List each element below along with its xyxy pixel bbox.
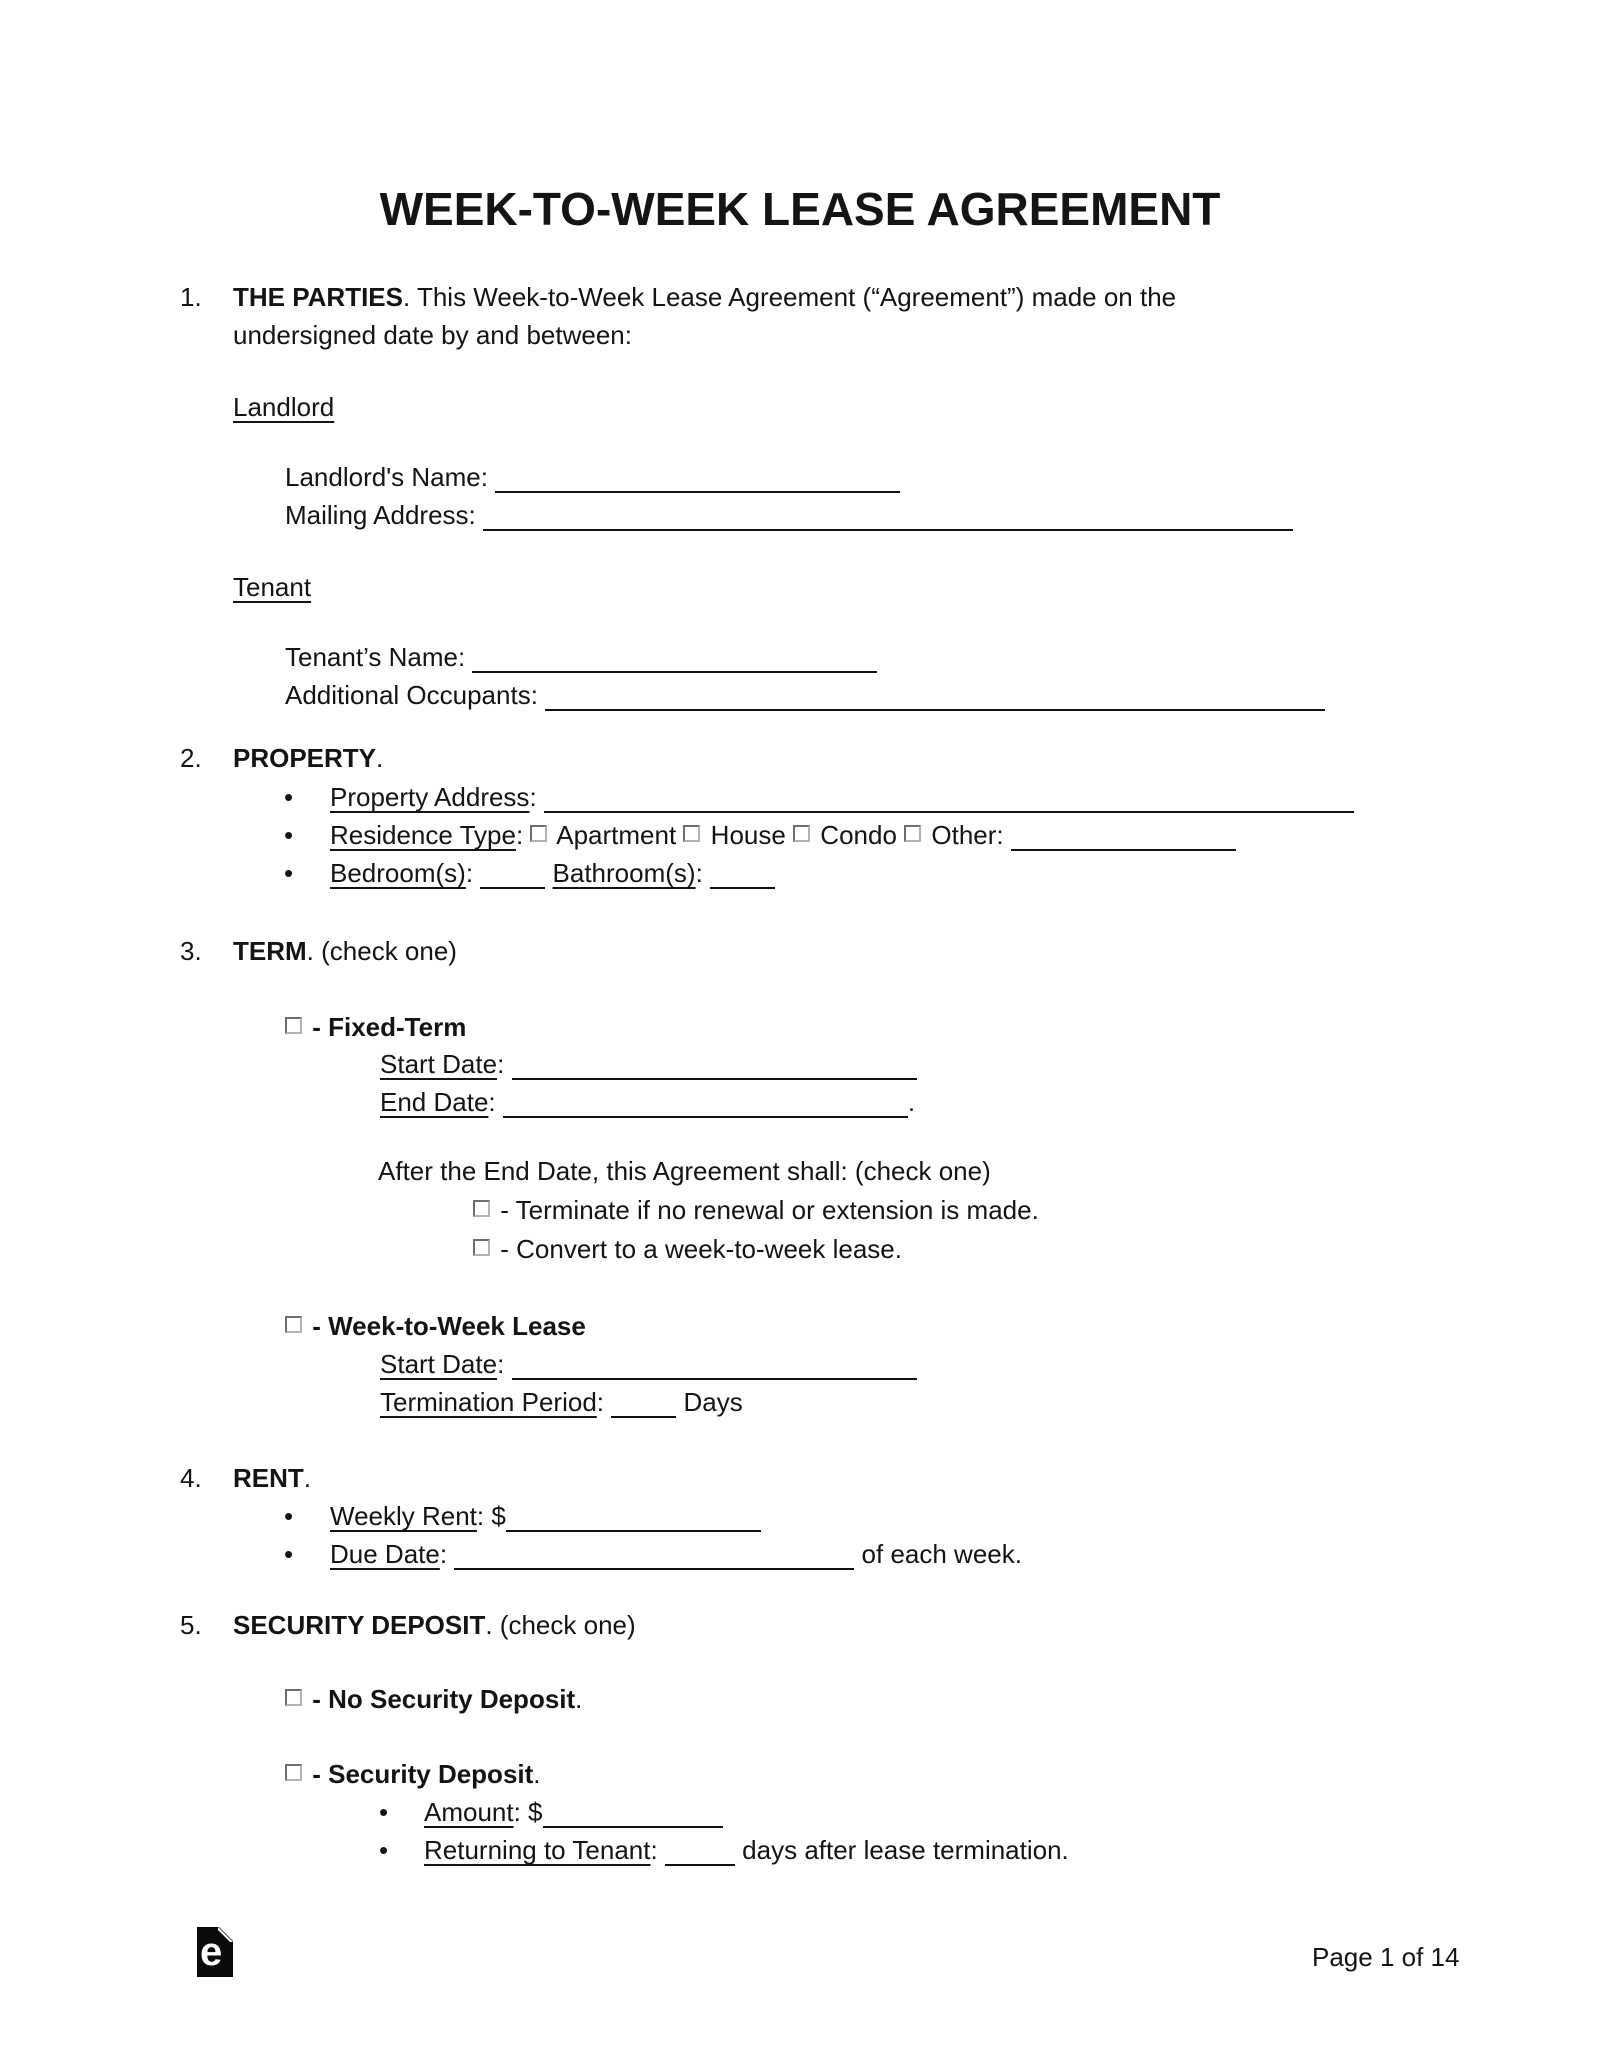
- checkbox-week-to-week[interactable]: [285, 1316, 302, 1333]
- bedroom-bathroom-line: [284, 858, 775, 889]
- other-blank[interactable]: [1011, 849, 1236, 851]
- amount-blank[interactable]: [543, 1826, 723, 1828]
- returning-to-tenant-colon: :: [650, 1835, 658, 1865]
- bullet-icon: •: [284, 1539, 294, 1569]
- section-4-heading: RENT: [233, 1463, 304, 1493]
- property-address-label: Property Address: [330, 782, 530, 812]
- other-label: Other:: [931, 820, 1004, 850]
- days-label: Days: [683, 1387, 743, 1417]
- convert-option-line: [473, 1234, 902, 1264]
- tenant-name-label: Tenant’s Name:: [285, 642, 466, 672]
- landlord-heading: Landlord: [233, 392, 335, 422]
- tenant-heading: Tenant: [233, 572, 312, 602]
- section-1-heading: THE PARTIES: [233, 282, 403, 312]
- apartment-label: Apartment: [556, 820, 677, 850]
- fixed-end-date-line: [380, 1087, 915, 1118]
- amount-label: Amount: [424, 1797, 514, 1827]
- returning-to-tenant-suffix: days after lease termination.: [742, 1835, 1069, 1865]
- weekly-rent-prefix: : $: [476, 1501, 506, 1531]
- checkbox-house[interactable]: [683, 825, 700, 842]
- checkbox-condo[interactable]: [793, 825, 810, 842]
- tenant-heading-line: [233, 572, 311, 602]
- bedrooms-colon: :: [465, 858, 474, 888]
- returning-to-tenant-label: Returning to Tenant: [424, 1835, 651, 1865]
- termination-period-line: [380, 1387, 743, 1418]
- document-title: WEEK-TO-WEEK LEASE AGREEMENT: [379, 183, 1221, 235]
- due-date-colon: :: [439, 1539, 448, 1569]
- bedrooms-label: Bedroom(s): [330, 858, 466, 888]
- section-5-heading: SECURITY DEPOSIT: [233, 1610, 486, 1640]
- terminate-option-line: [473, 1195, 1039, 1225]
- section-3-suffix: . (check one): [306, 936, 457, 966]
- landlord-name-line: [285, 462, 900, 493]
- section-4-number: 4.: [180, 1463, 202, 1493]
- additional-occupants-label: Additional Occupants:: [285, 680, 538, 710]
- weekly-rent-label: Weekly Rent: [330, 1501, 477, 1531]
- landlord-name-label: Landlord's Name:: [285, 462, 488, 492]
- property-address-line: [284, 782, 1354, 813]
- weekly-rent-line: [284, 1501, 761, 1532]
- termination-period-label: Termination Period: [380, 1387, 597, 1417]
- bullet-icon: •: [284, 782, 294, 812]
- section-3-term-heading-line: [180, 936, 457, 966]
- security-deposit-period: .: [533, 1759, 541, 1789]
- checkbox-no-security-deposit[interactable]: [285, 1689, 302, 1706]
- section-1-intro-2: undersigned date by and between:: [233, 320, 632, 350]
- residence-type-line: [284, 820, 1236, 851]
- additional-occupants-line: [285, 680, 1325, 711]
- additional-occupants-blank[interactable]: [545, 709, 1325, 711]
- section-2-property-heading-line: [180, 743, 383, 773]
- returning-to-tenant-line: [379, 1835, 1069, 1866]
- landlord-name-blank[interactable]: [495, 491, 900, 493]
- end-date-label: End Date: [380, 1087, 489, 1117]
- after-end-date-line: [378, 1156, 991, 1186]
- residence-type-colon: :: [515, 820, 524, 850]
- checkbox-terminate[interactable]: [473, 1200, 490, 1217]
- termination-period-colon: :: [596, 1387, 605, 1417]
- section-4-rent-heading-line: [180, 1463, 311, 1493]
- wtw-start-date-line: [380, 1349, 917, 1380]
- section-1-parties-line-2: [233, 320, 632, 350]
- bullet-icon: •: [379, 1797, 389, 1827]
- section-1-number: 1.: [180, 282, 202, 312]
- checkbox-apartment[interactable]: [530, 825, 547, 842]
- fixed-end-date-blank[interactable]: [503, 1116, 908, 1118]
- section-5-security-heading-line: [180, 1610, 636, 1640]
- weekly-rent-blank[interactable]: [506, 1530, 761, 1532]
- amount-line: [379, 1797, 723, 1828]
- checkbox-fixed-term[interactable]: [285, 1017, 302, 1034]
- week-to-week-label: - Week-to-Week Lease: [312, 1311, 586, 1341]
- checkbox-convert[interactable]: [473, 1239, 490, 1256]
- section-5-suffix: . (check one): [485, 1610, 636, 1640]
- fixed-term-label: - Fixed-Term: [312, 1012, 467, 1042]
- security-deposit-line: [285, 1759, 541, 1789]
- no-security-deposit-label: - No Security Deposit: [312, 1684, 576, 1714]
- no-security-deposit-period: .: [575, 1684, 583, 1714]
- eforms-logo-letter: e: [200, 1930, 223, 1974]
- section-1-parties-line-1: [180, 282, 1176, 312]
- residence-type-label: Residence Type: [330, 820, 516, 850]
- property-address-blank[interactable]: [544, 811, 1354, 813]
- checkbox-security-deposit[interactable]: [285, 1764, 302, 1781]
- end-date-colon: :: [488, 1087, 496, 1117]
- security-deposit-label: - Security Deposit: [312, 1759, 534, 1789]
- after-end-date-text: After the End Date, this Agreement shall: (check one): [378, 1156, 991, 1186]
- page-number: Page 1 of 14: [1312, 1942, 1460, 1972]
- section-3-heading: TERM: [233, 936, 307, 966]
- bullet-icon: •: [284, 820, 294, 850]
- fixed-start-date-blank[interactable]: [512, 1078, 917, 1080]
- start-date-colon: :: [497, 1049, 505, 1079]
- section-3-number: 3.: [180, 936, 202, 966]
- condo-label: Condo: [820, 820, 897, 850]
- bullet-icon: •: [284, 858, 294, 888]
- mailing-address-blank[interactable]: [483, 529, 1293, 531]
- amount-prefix: : $: [513, 1797, 543, 1827]
- checkbox-other[interactable]: [904, 825, 921, 842]
- section-4-period: .: [303, 1463, 312, 1493]
- section-2-heading: PROPERTY: [233, 743, 377, 773]
- property-address-colon: :: [529, 782, 537, 812]
- due-date-line: [284, 1539, 1022, 1570]
- start-date-label: Start Date: [380, 1049, 498, 1079]
- wtw-start-date-blank[interactable]: [512, 1378, 917, 1380]
- section-2-period: .: [376, 743, 384, 773]
- bathrooms-blank[interactable]: [710, 887, 775, 889]
- bedrooms-blank[interactable]: [480, 887, 545, 889]
- bathrooms-colon: :: [695, 858, 703, 888]
- week-to-week-option-line: [285, 1311, 586, 1341]
- terminate-option-label: - Terminate if no renewal or extension is made.: [500, 1195, 1039, 1225]
- tenant-name-blank[interactable]: [472, 671, 877, 673]
- house-label: House: [710, 820, 786, 850]
- mailing-address-line: [285, 500, 1293, 531]
- section-1-intro: . This Week-to-Week Lease Agreement (“Agreement”) made on the: [402, 282, 1177, 312]
- convert-option-label: - Convert to a week-to-week lease.: [500, 1234, 902, 1264]
- start-date-colon: :: [497, 1349, 505, 1379]
- section-5-number: 5.: [180, 1610, 202, 1640]
- no-security-deposit-line: [285, 1684, 582, 1714]
- start-date-label: Start Date: [380, 1349, 498, 1379]
- landlord-heading-line: [233, 392, 334, 422]
- due-date-label: Due Date: [330, 1539, 440, 1569]
- section-2-number: 2.: [180, 743, 202, 773]
- bullet-icon: •: [284, 1501, 294, 1531]
- termination-period-blank[interactable]: [611, 1416, 676, 1418]
- fixed-start-date-line: [380, 1049, 917, 1080]
- bullet-icon: •: [379, 1835, 389, 1865]
- due-date-blank[interactable]: [454, 1568, 854, 1570]
- tenant-name-line: [285, 642, 877, 673]
- mailing-address-label: Mailing Address:: [285, 500, 476, 530]
- fixed-term-option-line: [285, 1012, 466, 1042]
- bathrooms-label: Bathroom(s): [552, 858, 696, 888]
- end-date-period: .: [907, 1087, 916, 1117]
- due-date-suffix: of each week.: [861, 1539, 1022, 1569]
- returning-to-tenant-blank[interactable]: [665, 1864, 735, 1866]
